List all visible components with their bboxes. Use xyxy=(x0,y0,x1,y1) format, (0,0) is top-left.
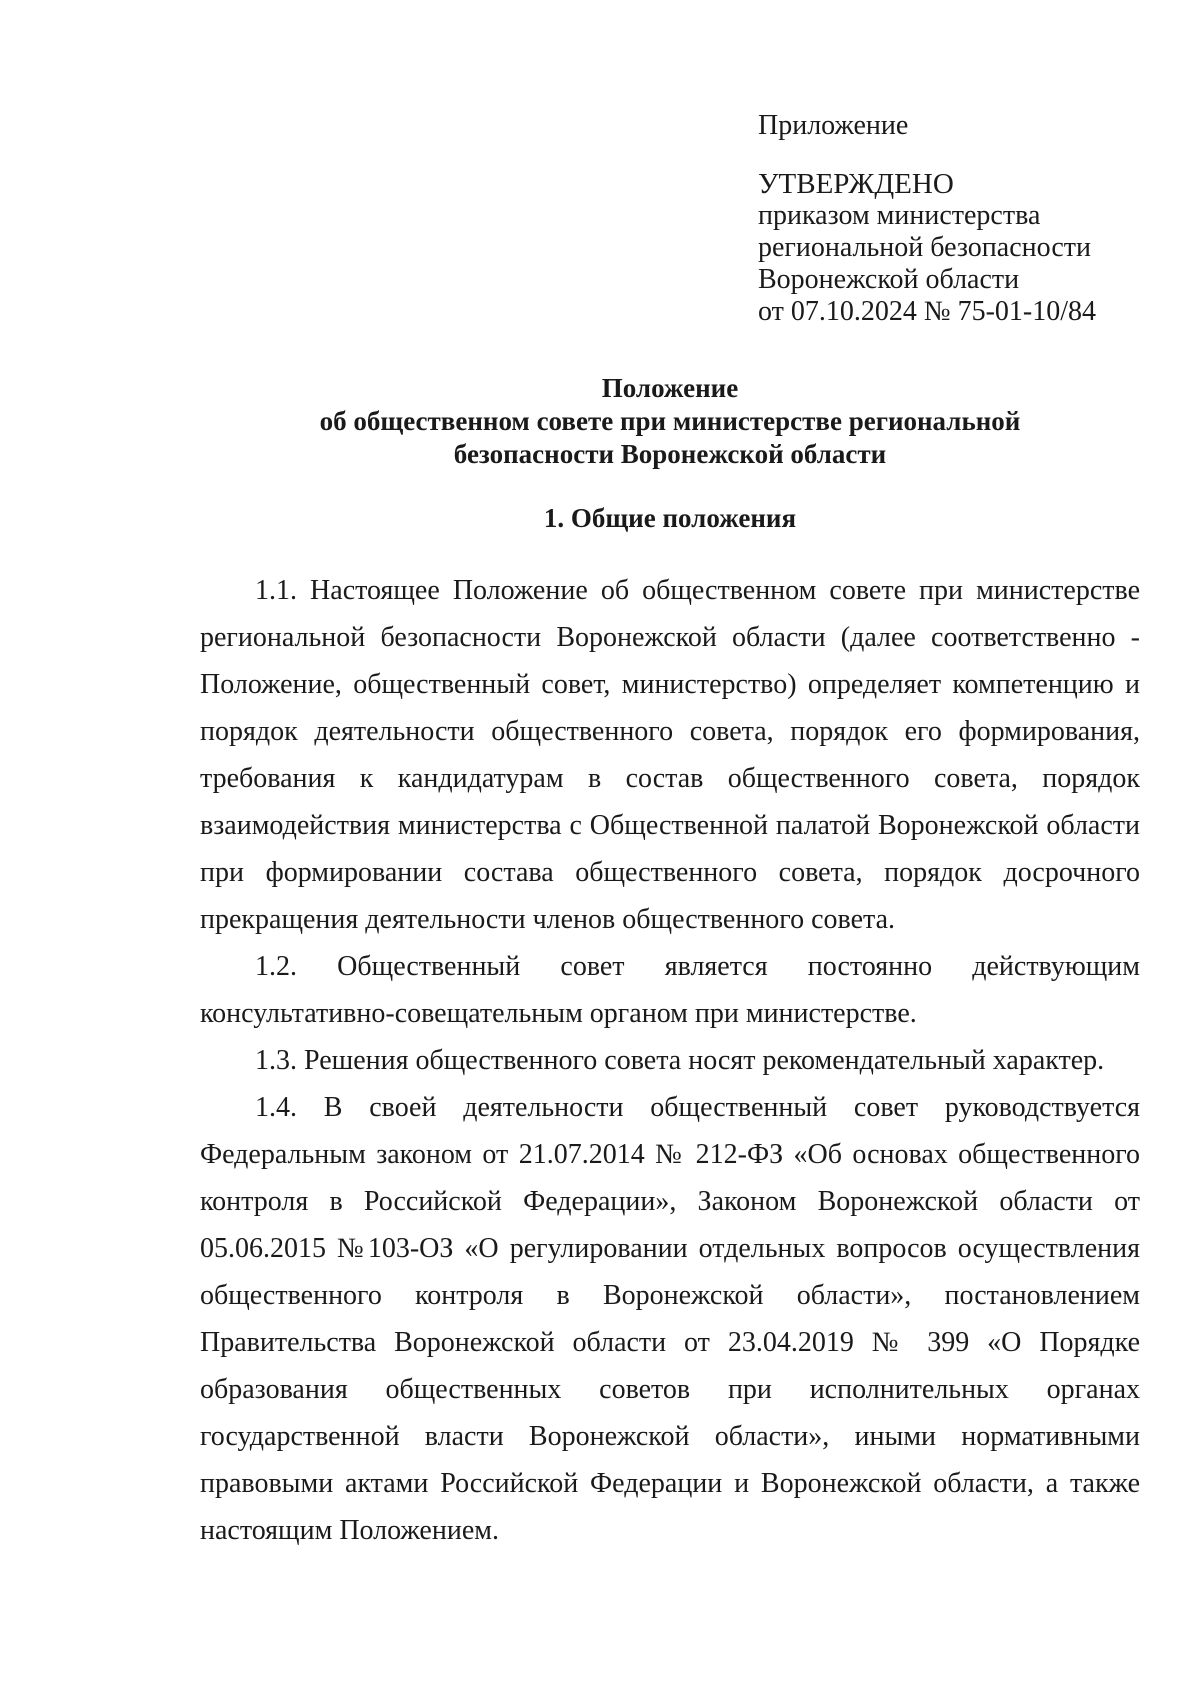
approval-block xyxy=(758,110,1096,328)
paragraph-1-1: 1.1. Настоящее Положение об общественном совете при министерстве региональной безопасности Воронежской области (далее соответственно - Положение, общественный совет, министерство) определяет компетенцию и порядок деятельности общественного совета, порядок его формирования, требования к кандидатурам в состав общественного совета, порядок взаимодействия министерства с Общественной палатой Воронежской области при формировании состава общественного совета, порядок досрочного прекращения деятельности членов общественного совета. xyxy=(200,575,1140,935)
paragraph-1-4: 1.4. В своей деятельности общественный совет руководствуется Федеральным законом от 21.07.2014 № 212-ФЗ «Об основах общественного контроля в Российской Федерации», Законом Воронежской области от 05.06.2015 №103-ОЗ «О регулировании отдельных вопросов осуществления общественного контроля в Воронежской области», постановлением Правительства Воронежской области от 23.04.2019 № 399 «О Порядке образования общественных советов при исполнительных органах государственной власти Воронежской области», иными нормативными правовыми актами Российской Федерации и Воронежской области, а также настоящим Положением. xyxy=(200,1092,1140,1546)
approved-stamp-text: УТВЕРЖДЕНО xyxy=(758,168,954,200)
document-title xyxy=(200,372,1140,471)
paragraph-1-2: 1.2. Общественный совет является постоянно действующим консультативно-совещательным органом при министерстве. xyxy=(200,951,1140,1029)
document-title-line: об общественном совете при министерстве региональной xyxy=(319,406,1021,436)
section-heading: 1. Общие положения xyxy=(543,503,797,533)
approval-line: приказом министерства xyxy=(758,200,1041,231)
paragraph-1-3: 1.3. Решения общественного совета носят рекомендательный характер. xyxy=(255,1045,1105,1076)
appendix-label: Приложение xyxy=(758,110,909,141)
approval-line: Воронежской области xyxy=(758,264,1020,295)
document-title-line: Положение xyxy=(601,373,739,403)
document-title-line: безопасности Воронежской области xyxy=(453,439,887,469)
approval-order-number: от 07.10.2024 № 75-01-10/84 xyxy=(758,296,1097,327)
approval-line: региональной безопасности xyxy=(758,232,1091,263)
section-body xyxy=(200,567,1140,1554)
